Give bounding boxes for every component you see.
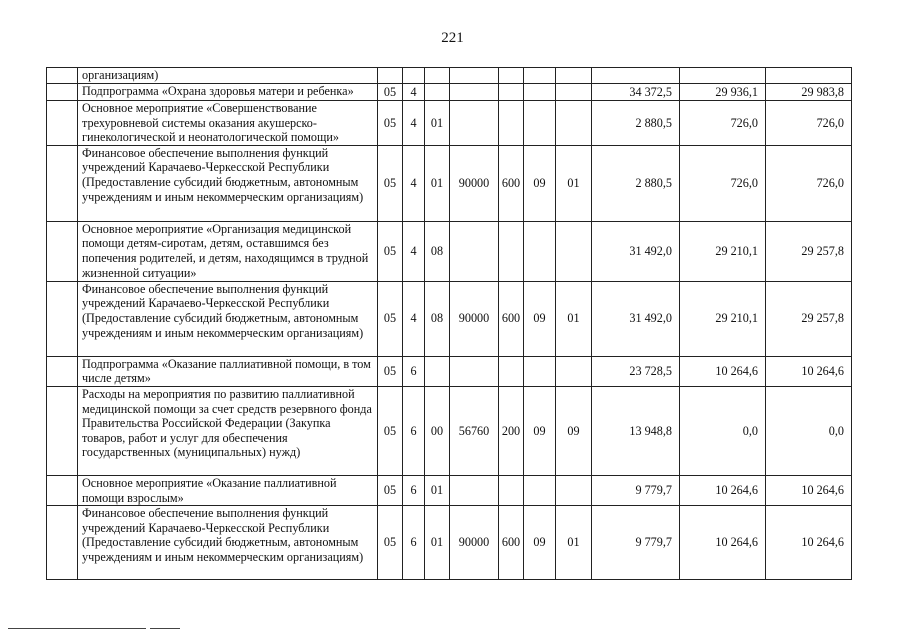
- code-cell-4: [450, 68, 499, 84]
- table-row: [47, 475, 852, 505]
- code-cell-5: 600: [499, 281, 524, 356]
- row-marker-cell: [47, 68, 78, 84]
- code-cell-1: [378, 68, 403, 84]
- code-cell-4: [450, 475, 499, 505]
- code-cell-2: 4: [403, 281, 425, 356]
- amount-cell-1: 9 779,7: [592, 475, 680, 505]
- code-cell-2: 4: [403, 145, 425, 221]
- code-cell-3: 08: [425, 281, 450, 356]
- table-row: [47, 145, 852, 221]
- code-cell-3: 01: [425, 101, 450, 146]
- code-cell-4: [450, 356, 499, 386]
- amount-cell-3: [766, 68, 852, 84]
- description-cell: Финансовое обеспечение выполнения функций учреждений Карачаево-Черкесской Республики (Предоставление субсидий бюджетным, автономным учреждениям и иным некоммерческим организациям): [78, 145, 378, 221]
- code-cell-1: 05: [378, 281, 403, 356]
- amount-cell-1: 31 492,0: [592, 281, 680, 356]
- row-marker-cell: [47, 221, 78, 281]
- code-cell-3: [425, 68, 450, 84]
- amount-cell-3: 10 264,6: [766, 506, 852, 580]
- row-marker-cell: [47, 506, 78, 580]
- description-cell: Подпрограмма «Охрана здоровья матери и ребенка»: [78, 84, 378, 101]
- code-cell-1: 05: [378, 84, 403, 101]
- code-cell-2: 6: [403, 356, 425, 386]
- code-cell-5: [499, 84, 524, 101]
- code-cell-5: [499, 475, 524, 505]
- code-cell-7: [556, 101, 592, 146]
- row-marker-cell: [47, 281, 78, 356]
- code-cell-3: 00: [425, 386, 450, 475]
- footer-rule-short: [150, 628, 180, 629]
- code-cell-4: [450, 101, 499, 146]
- amount-cell-3: 10 264,6: [766, 356, 852, 386]
- code-cell-4: 56760: [450, 386, 499, 475]
- amount-cell-2: 29 936,1: [680, 84, 766, 101]
- code-cell-5: [499, 221, 524, 281]
- description-cell: Подпрограмма «Оказание паллиативной помощи, в том числе детям»: [78, 356, 378, 386]
- code-cell-7: 01: [556, 145, 592, 221]
- code-cell-7: [556, 84, 592, 101]
- table-body: [47, 68, 852, 580]
- amount-cell-3: 29 257,8: [766, 221, 852, 281]
- code-cell-6: 09: [524, 281, 556, 356]
- amount-cell-1: 2 880,5: [592, 101, 680, 146]
- row-marker-cell: [47, 145, 78, 221]
- code-cell-3: [425, 356, 450, 386]
- code-cell-3: 01: [425, 506, 450, 580]
- amount-cell-2: 29 210,1: [680, 221, 766, 281]
- amount-cell-3: 29 983,8: [766, 84, 852, 101]
- amount-cell-2: 726,0: [680, 145, 766, 221]
- code-cell-1: 05: [378, 145, 403, 221]
- amount-cell-2: 29 210,1: [680, 281, 766, 356]
- table-row: [47, 506, 852, 580]
- code-cell-7: [556, 68, 592, 84]
- code-cell-5: 200: [499, 386, 524, 475]
- description-cell: Основное мероприятие «Оказание паллиативной помощи взрослым»: [78, 475, 378, 505]
- amount-cell-1: 31 492,0: [592, 221, 680, 281]
- budget-table: [46, 67, 852, 580]
- code-cell-7: 01: [556, 281, 592, 356]
- code-cell-1: 05: [378, 101, 403, 146]
- code-cell-3: 08: [425, 221, 450, 281]
- amount-cell-3: 726,0: [766, 145, 852, 221]
- code-cell-4: 90000: [450, 145, 499, 221]
- row-marker-cell: [47, 386, 78, 475]
- code-cell-4: [450, 221, 499, 281]
- row-marker-cell: [47, 101, 78, 146]
- amount-cell-3: 726,0: [766, 101, 852, 146]
- amount-cell-3: 10 264,6: [766, 475, 852, 505]
- amount-cell-2: 726,0: [680, 101, 766, 146]
- code-cell-1: 05: [378, 506, 403, 580]
- code-cell-2: [403, 68, 425, 84]
- code-cell-2: 6: [403, 506, 425, 580]
- table-row: [47, 84, 852, 101]
- row-marker-cell: [47, 356, 78, 386]
- code-cell-6: [524, 221, 556, 281]
- code-cell-6: [524, 475, 556, 505]
- description-cell: Финансовое обеспечение выполнения функций учреждений Карачаево-Черкесской Республики (Предоставление субсидий бюджетным, автономным учреждениям и иным некоммерческим организациям): [78, 506, 378, 580]
- table-row: [47, 221, 852, 281]
- description-cell: Финансовое обеспечение выполнения функций учреждений Карачаево-Черкесской Республики (Предоставление субсидий бюджетным, автономным учреждениям и иным некоммерческим организациям): [78, 281, 378, 356]
- code-cell-4: [450, 84, 499, 101]
- amount-cell-2: 10 264,6: [680, 356, 766, 386]
- amount-cell-3: 0,0: [766, 386, 852, 475]
- amount-cell-3: 29 257,8: [766, 281, 852, 356]
- description-cell: организациям): [78, 68, 378, 84]
- code-cell-1: 05: [378, 386, 403, 475]
- table-row: [47, 386, 852, 475]
- amount-cell-2: [680, 68, 766, 84]
- code-cell-6: 09: [524, 506, 556, 580]
- code-cell-7: [556, 475, 592, 505]
- code-cell-1: 05: [378, 356, 403, 386]
- code-cell-6: [524, 68, 556, 84]
- code-cell-3: 01: [425, 475, 450, 505]
- code-cell-5: [499, 68, 524, 84]
- code-cell-6: [524, 356, 556, 386]
- amount-cell-2: 10 264,6: [680, 475, 766, 505]
- code-cell-5: [499, 101, 524, 146]
- amount-cell-1: 34 372,5: [592, 84, 680, 101]
- code-cell-4: 90000: [450, 506, 499, 580]
- code-cell-7: 09: [556, 386, 592, 475]
- amount-cell-1: 13 948,8: [592, 386, 680, 475]
- amount-cell-1: 2 880,5: [592, 145, 680, 221]
- description-cell: Расходы на мероприятия по развитию паллиативной медицинской помощи за счет средств резервного фонда Правительства Российской Федерации (Закупка товаров, работ и услуг для обеспечения государственных (муниципальных) нужд): [78, 386, 378, 475]
- code-cell-1: 05: [378, 475, 403, 505]
- row-marker-cell: [47, 84, 78, 101]
- code-cell-2: 4: [403, 221, 425, 281]
- code-cell-6: [524, 84, 556, 101]
- amount-cell-1: [592, 68, 680, 84]
- table-row: [47, 101, 852, 146]
- row-marker-cell: [47, 475, 78, 505]
- description-cell: Основное мероприятие «Организация медицинской помощи детям-сиротам, детям, оставшимся без попечения родителей, и детям, находящимся в трудной жизненной ситуации»: [78, 221, 378, 281]
- code-cell-5: 600: [499, 506, 524, 580]
- code-cell-3: [425, 84, 450, 101]
- amount-cell-2: 10 264,6: [680, 506, 766, 580]
- code-cell-2: 6: [403, 475, 425, 505]
- code-cell-6: 09: [524, 145, 556, 221]
- amount-cell-1: 9 779,7: [592, 506, 680, 580]
- amount-cell-1: 23 728,5: [592, 356, 680, 386]
- code-cell-6: [524, 101, 556, 146]
- code-cell-2: 6: [403, 386, 425, 475]
- table-row: [47, 281, 852, 356]
- code-cell-1: 05: [378, 221, 403, 281]
- table-row: [47, 68, 852, 84]
- page-number: 221: [441, 30, 464, 46]
- amount-cell-2: 0,0: [680, 386, 766, 475]
- code-cell-7: [556, 221, 592, 281]
- code-cell-6: 09: [524, 386, 556, 475]
- code-cell-7: [556, 356, 592, 386]
- footer-rule: [8, 628, 146, 629]
- code-cell-5: 600: [499, 145, 524, 221]
- code-cell-2: 4: [403, 101, 425, 146]
- code-cell-5: [499, 356, 524, 386]
- description-cell: Основное мероприятие «Совершенствование трехуровневой системы оказания акушерско-гинекологической и неонатологической помощи»: [78, 101, 378, 146]
- code-cell-3: 01: [425, 145, 450, 221]
- code-cell-2: 4: [403, 84, 425, 101]
- code-cell-4: 90000: [450, 281, 499, 356]
- table-row: [47, 356, 852, 386]
- code-cell-7: 01: [556, 506, 592, 580]
